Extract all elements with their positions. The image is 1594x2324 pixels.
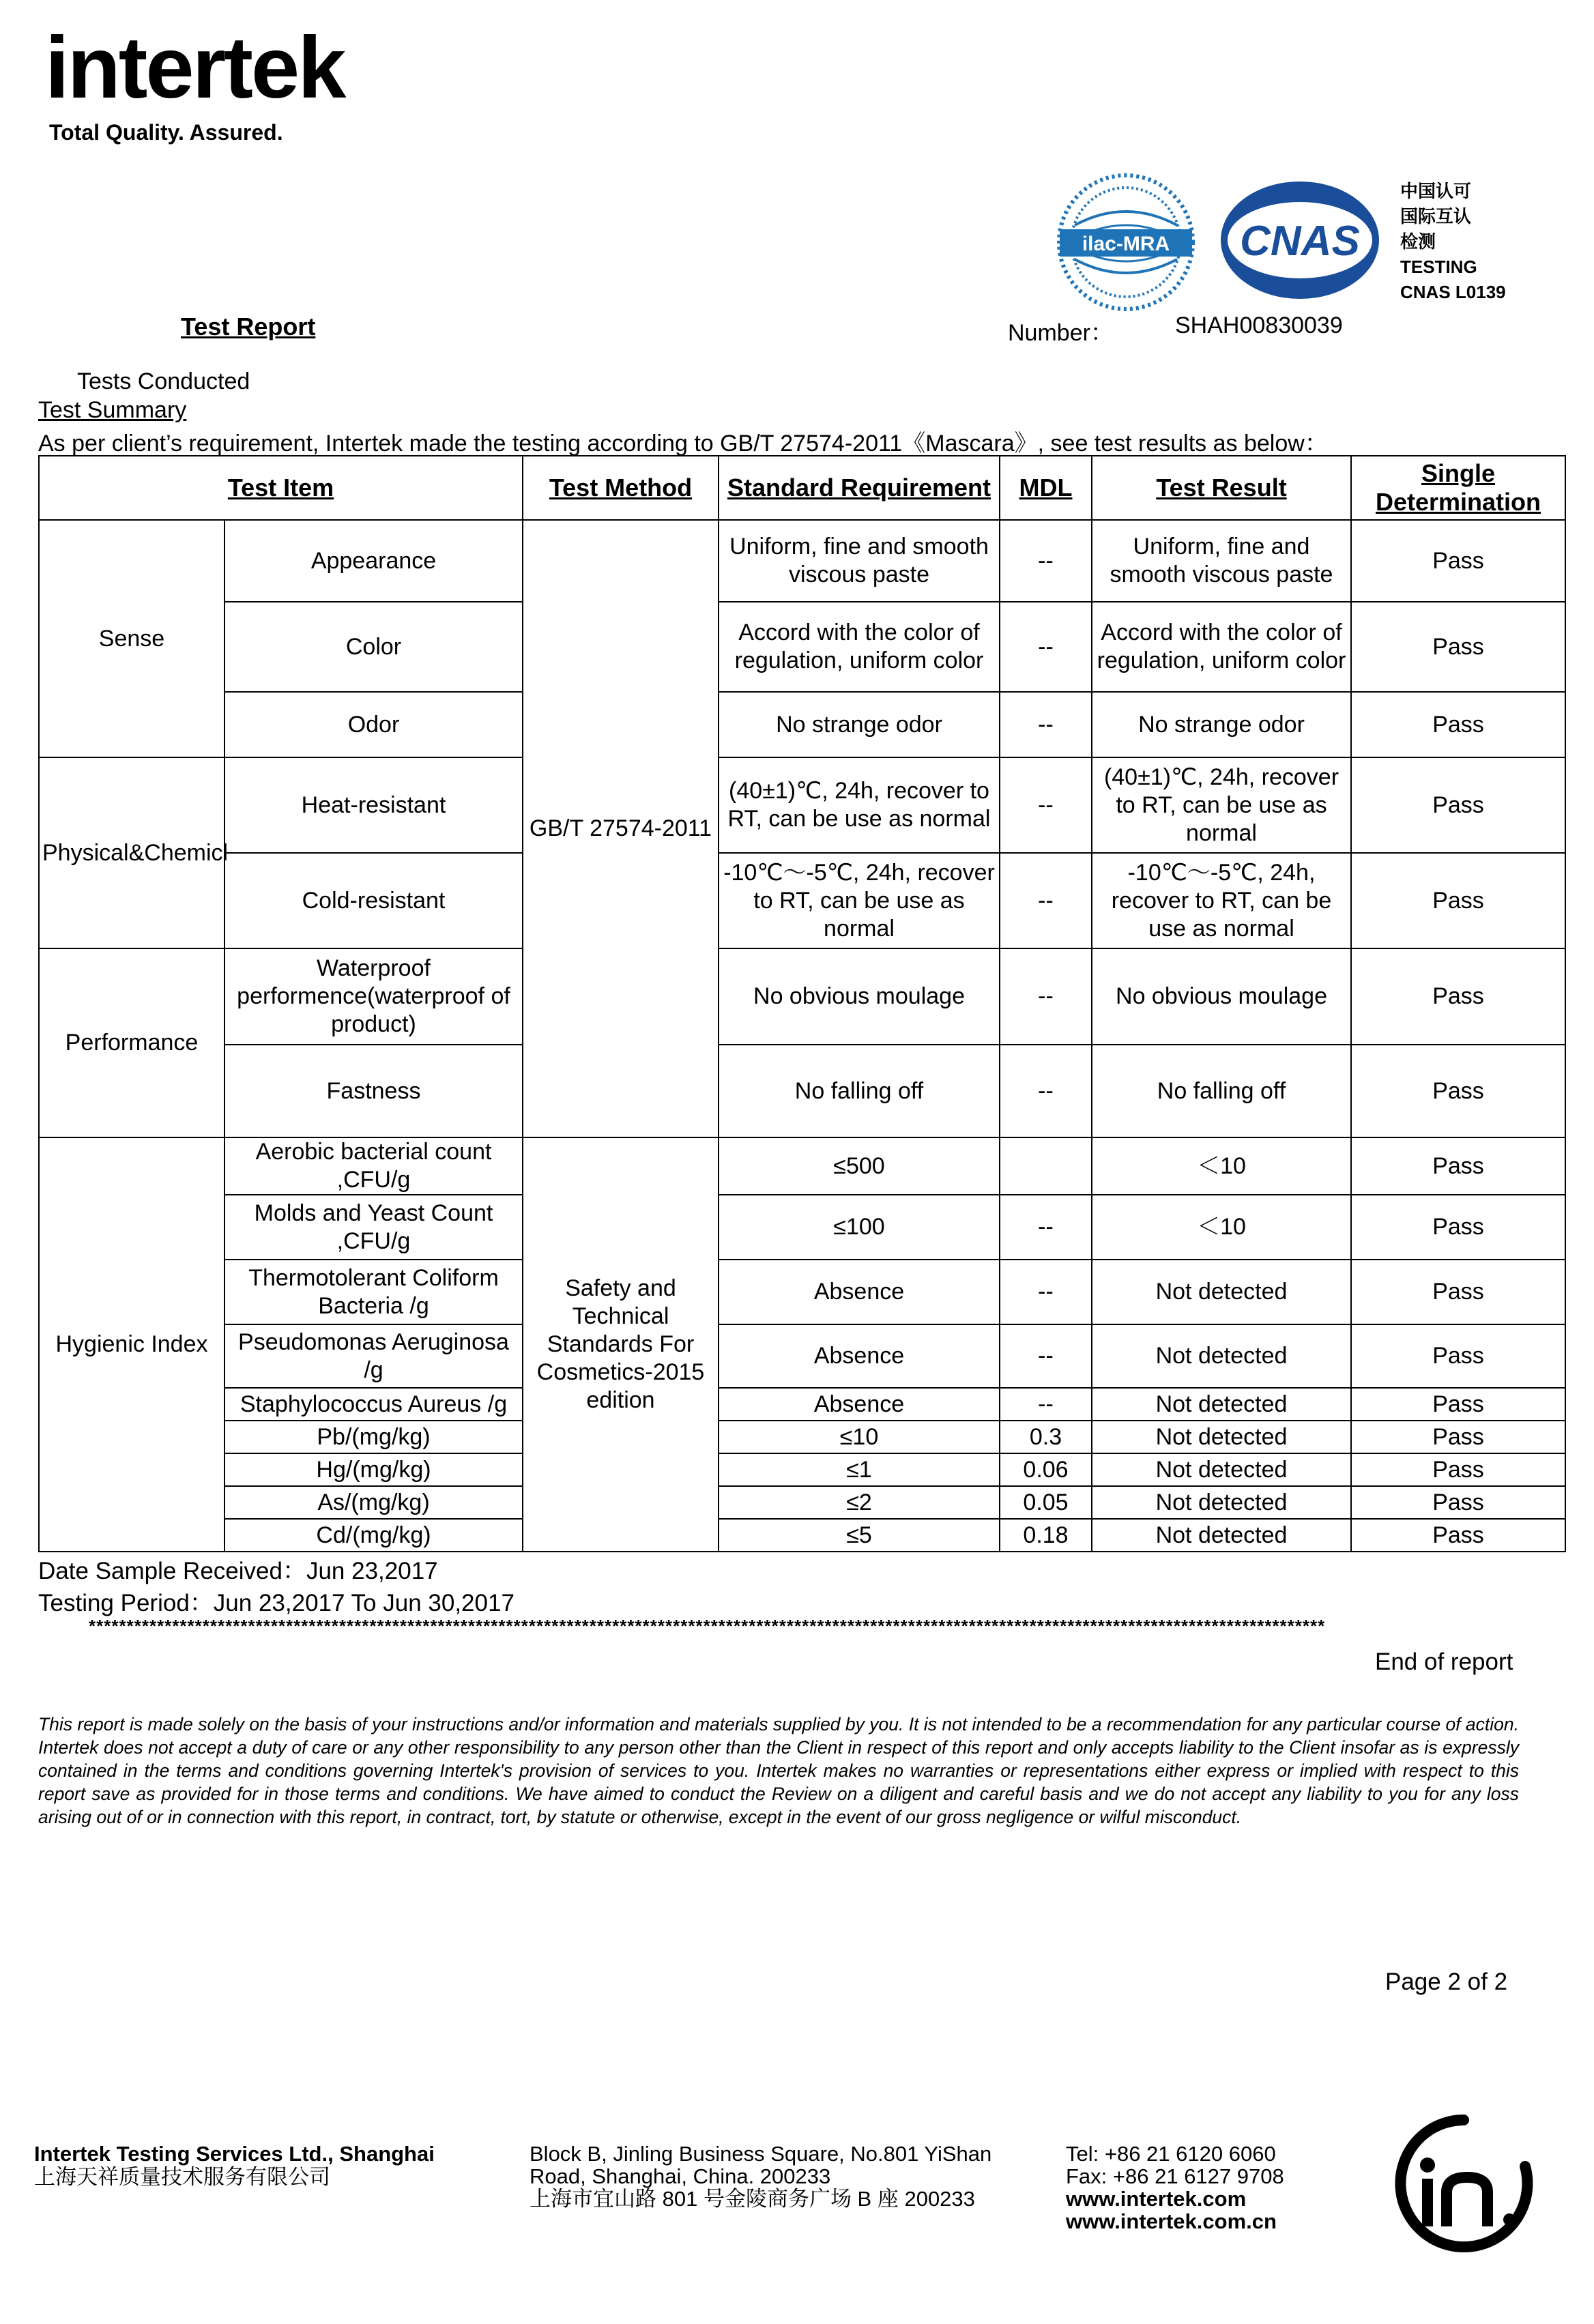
cell-result: Not detected (1092, 1453, 1351, 1486)
cell-mdl (1000, 1137, 1092, 1195)
header-test-method: Test Method (523, 456, 719, 520)
intro-text: As per client’s requirement, Intertek made the testing according to GB/T 27574-2011《Mascara》, see test results as below： (38, 431, 1328, 456)
cell-standard: ≤100 (719, 1195, 1000, 1260)
ilac-mra-logo (1054, 171, 1198, 314)
cell-determination: Pass (1351, 1045, 1565, 1137)
cell-result: ＜10 (1092, 1195, 1351, 1260)
header-standard: Standard Requirement (719, 456, 1000, 520)
address-line: 上海市宜山路 801 号金陵商务广场 B 座 200233 (530, 2187, 975, 2211)
table-row (39, 853, 1565, 948)
tests-conducted-heading: Tests Conducted (77, 368, 250, 394)
cell-determination: Pass (1351, 602, 1565, 692)
date-sample-received: Date Sample Received：Jun 23,2017 (38, 1558, 438, 1584)
cell-result: Not detected (1092, 1260, 1351, 1324)
cell-item: Molds and Yeast Count ,CFU/g (224, 1195, 523, 1260)
cell-standard: ≤2 (719, 1486, 1000, 1519)
cell-determination: Pass (1351, 948, 1565, 1045)
cell-mdl: -- (1000, 1045, 1092, 1137)
group-sense: Sense (39, 520, 224, 757)
cnas-label: CNAS (1240, 218, 1360, 265)
page-number: Page 2 of 2 (1385, 1969, 1508, 1995)
table-row (39, 1195, 1565, 1260)
table-row (39, 948, 1565, 1045)
cell-mdl: -- (1000, 1324, 1092, 1388)
cell-mdl: -- (1000, 948, 1092, 1045)
group-performance: Performance (39, 948, 224, 1137)
header-test-result: Test Result (1092, 456, 1351, 520)
cell-standard: -10℃～-5℃, 24h, recover to RT, can be use as normal (719, 853, 1000, 948)
cell-result: No falling off (1092, 1045, 1351, 1137)
table-row (39, 1137, 1565, 1195)
cell-result: Not detected (1092, 1324, 1351, 1388)
cell-determination: Pass (1351, 1195, 1565, 1260)
star-divider: ******************************************************************************************************************************************************************* (89, 1616, 1326, 1636)
cell-standard: ≤10 (719, 1421, 1000, 1453)
cell-item: As/(mg/kg) (224, 1486, 523, 1519)
cell-mdl: -- (1000, 1260, 1092, 1324)
cell-determination: Pass (1351, 1324, 1565, 1388)
cell-mdl: -- (1000, 1195, 1092, 1260)
cell-result: Not detected (1092, 1519, 1351, 1552)
method-safety: Safety and Technical Standards For Cosmetics-2015 edition (523, 1137, 719, 1552)
cell-determination: Pass (1351, 1519, 1565, 1552)
company-name: Intertek Testing Services Ltd., Shanghai (34, 2142, 435, 2166)
header-test-item: Test Item (39, 456, 523, 520)
accreditation-line: 国际互认 (1400, 206, 1472, 227)
cell-standard: ≤1 (719, 1453, 1000, 1486)
intertek-logo: intertek (45, 19, 345, 117)
cell-standard: No falling off (719, 1045, 1000, 1137)
cell-mdl: 0.3 (1000, 1421, 1092, 1453)
cell-result: (40±1)℃, 24h, recover to RT, can be use as normal (1092, 757, 1351, 853)
cell-item: Hg/(mg/kg) (224, 1453, 523, 1486)
cell-mdl: -- (1000, 520, 1092, 602)
cell-result: ＜10 (1092, 1137, 1351, 1195)
ilac-label: ilac-MRA (1082, 233, 1170, 255)
table-row (39, 1260, 1565, 1324)
cell-result: Accord with the color of regulation, uniform color (1092, 602, 1351, 692)
table-row (39, 1045, 1565, 1137)
cell-result: -10℃～-5℃, 24h, recover to RT, can be use as normal (1092, 853, 1351, 948)
cell-mdl: 0.06 (1000, 1453, 1092, 1486)
report-number-label: Number： (1008, 320, 1114, 346)
cell-item: Waterproof performence(waterproof of product) (224, 948, 523, 1045)
intertek-in-logo (1392, 2112, 1535, 2255)
cell-mdl: 0.05 (1000, 1486, 1092, 1519)
cell-standard: Uniform, fine and smooth viscous paste (719, 520, 1000, 602)
cell-standard: No strange odor (719, 692, 1000, 757)
cell-determination: Pass (1351, 757, 1565, 853)
cell-standard: ≤5 (719, 1519, 1000, 1552)
cell-determination: Pass (1351, 1421, 1565, 1453)
address-line: Block B, Jinling Business Square, No.801 YiShan (530, 2142, 992, 2166)
accreditation-line: CNAS L0139 (1400, 282, 1506, 302)
testing-period: Testing Period：Jun 23,2017 To Jun 30,2017 (38, 1590, 515, 1616)
report-title: Test Report (181, 313, 316, 340)
cell-result: No obvious moulage (1092, 948, 1351, 1045)
accreditation-text (1400, 179, 1506, 305)
cell-item: Cold-resistant (224, 853, 523, 948)
cell-item: Aerobic bacterial count ,CFU/g (224, 1137, 523, 1195)
cell-mdl: -- (1000, 1388, 1092, 1421)
cell-result: Uniform, fine and smooth viscous paste (1092, 520, 1351, 602)
table-row (39, 520, 1565, 602)
cell-item: Color (224, 602, 523, 692)
cell-mdl: -- (1000, 757, 1092, 853)
table-row (39, 1324, 1565, 1388)
cell-item: Heat-resistant (224, 757, 523, 853)
cell-determination: Pass (1351, 1453, 1565, 1486)
table-row (39, 757, 1565, 853)
website-link[interactable]: www.intertek.com (1066, 2187, 1247, 2211)
method-gbt: GB/T 27574-2011 (523, 520, 719, 1137)
cell-determination: Pass (1351, 692, 1565, 757)
cell-item: Staphylococcus Aureus /g (224, 1388, 523, 1421)
cell-item: Pseudomonas Aeruginosa /g (224, 1324, 523, 1388)
tel: Tel: +86 21 6120 6060 (1066, 2142, 1276, 2166)
cell-mdl: -- (1000, 853, 1092, 948)
cell-item: Cd/(mg/kg) (224, 1519, 523, 1552)
table-row (39, 1486, 1565, 1519)
report-number-value: SHAH00830039 (1175, 313, 1343, 338)
cell-result: Not detected (1092, 1421, 1351, 1453)
address-line: Road, Shanghai, China. 200233 (530, 2164, 831, 2188)
group-physical: Physical&Chemicl (39, 757, 224, 948)
cell-determination: Pass (1351, 853, 1565, 948)
header-mdl: MDL (1000, 456, 1092, 520)
cell-determination: Pass (1351, 1486, 1565, 1519)
cell-mdl: 0.18 (1000, 1519, 1092, 1552)
cell-determination: Pass (1351, 1137, 1565, 1195)
cell-determination: Pass (1351, 520, 1565, 602)
cell-standard: Absence (719, 1324, 1000, 1388)
disclaimer-text: This report is made solely on the basis of your instructions and/or information and materials supplied by you. It is not intended to be a recommendation for any particular course of action. Intertek does not accept a duty of care or any other responsibility to any person other than the Client in respect of this report and only accepts liability to the Client insofar as is expressly contained in the terms and conditions governing Intertek's provision of services to you. Intertek makes no warranties or representations either express or implied with respect to this report save as provided for in those terms and conditions. We have aimed to conduct the Review on a diligent and careful basis and we do not accept any liability to you for any loss arising out of or in connection with this report, in contract, tort, by statute or otherwise, except in the event of our gross negligence or wilful misconduct. (38, 1714, 1519, 1827)
company-name-cn: 上海天祥质量技术服务有限公司 (34, 2165, 330, 2189)
accreditation-line: 中国认可 (1400, 181, 1472, 201)
cell-standard: (40±1)℃, 24h, recover to RT, can be use as normal (719, 757, 1000, 853)
test-summary-heading: Test Summary (38, 397, 187, 423)
cell-standard: No obvious moulage (719, 948, 1000, 1045)
end-of-report: End of report (1375, 1648, 1513, 1675)
table-row (39, 1453, 1565, 1486)
table-row (39, 1421, 1565, 1453)
fax: Fax: +86 21 6127 9708 (1066, 2164, 1284, 2188)
cell-item: Odor (224, 692, 523, 757)
table-row (39, 1388, 1565, 1421)
cell-determination: Pass (1351, 1388, 1565, 1421)
cell-item: Thermotolerant Coliform Bacteria /g (224, 1260, 523, 1324)
company-address (530, 2143, 1048, 2210)
cell-result: Not detected (1092, 1388, 1351, 1421)
table-header-row (39, 456, 1565, 520)
accreditation-line: TESTING (1400, 257, 1477, 277)
cell-mdl: -- (1000, 692, 1092, 757)
table-row (39, 602, 1565, 692)
cell-item: Appearance (224, 520, 523, 602)
cell-standard: Absence (719, 1260, 1000, 1324)
accreditation-line: 检测 (1400, 231, 1436, 252)
header-determination: Single Determination (1351, 456, 1565, 520)
company-contact (1066, 2143, 1284, 2233)
cell-item: Pb/(mg/kg) (224, 1421, 523, 1453)
cell-result: No strange odor (1092, 692, 1351, 757)
cell-standard: ≤500 (719, 1137, 1000, 1195)
group-hygienic: Hygienic Index (39, 1137, 224, 1552)
cell-standard: Absence (719, 1388, 1000, 1421)
website-link-cn[interactable]: www.intertek.com.cn (1066, 2209, 1277, 2233)
cell-result: Not detected (1092, 1486, 1351, 1519)
table-row (39, 692, 1565, 757)
cell-mdl: -- (1000, 602, 1092, 692)
logo-tagline: Total Quality. Assured. (49, 120, 283, 145)
cnas-logo (1218, 179, 1382, 302)
table-row (39, 1519, 1565, 1552)
cell-item: Fastness (224, 1045, 523, 1137)
cell-determination: Pass (1351, 1260, 1565, 1324)
cell-standard: Accord with the color of regulation, uniform color (719, 602, 1000, 692)
results-table (38, 455, 1566, 1552)
